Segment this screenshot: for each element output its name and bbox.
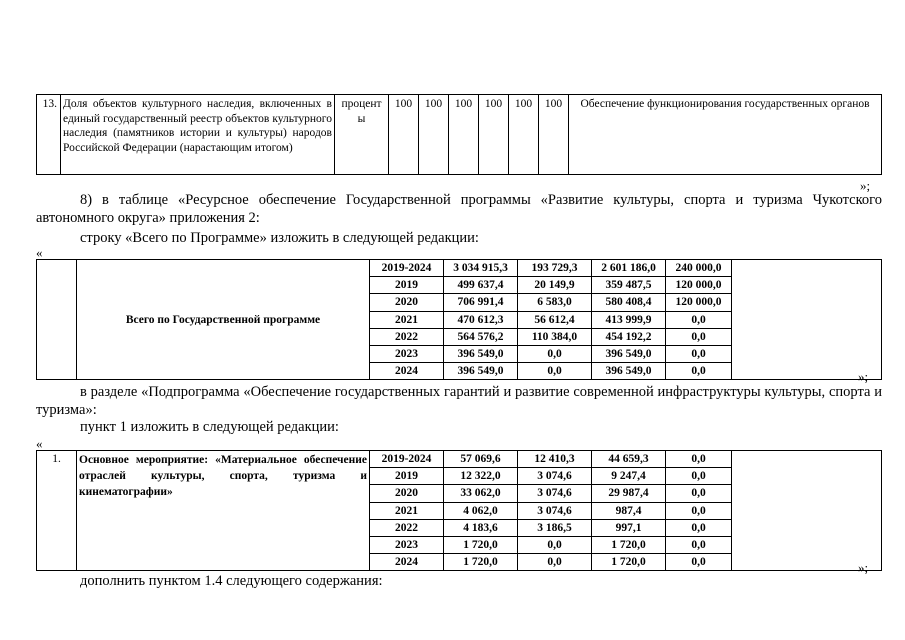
- amount-total: 396 549,0: [444, 363, 518, 380]
- year-cell: 2023: [370, 537, 444, 554]
- amount-federal: 2 601 186,0: [592, 260, 666, 277]
- amount-total: 499 637,4: [444, 277, 518, 294]
- indicator-value: 100: [449, 95, 479, 175]
- amount-district: 0,0: [518, 537, 592, 554]
- indicator-name: Доля объектов культурного наследия, включенных в единый государственный реестр объектов культурного наследия (памятников истории и культуры) народов Российской Федерации (нарастающим итогом): [61, 95, 335, 175]
- closing-quote: »;: [858, 560, 869, 575]
- amount-total: 33 062,0: [444, 485, 518, 502]
- paragraph-item-1: пункт 1 изложить в следующей редакции:: [80, 419, 339, 435]
- paragraph-total-row: строку «Всего по Программе» изложить в следующей редакции:: [80, 230, 479, 246]
- amount-federal: 9 247,4: [592, 468, 666, 485]
- main-event-table: [36, 450, 882, 571]
- row-label: Всего по Государственной программе: [77, 260, 370, 380]
- indicator-value: 100: [389, 95, 419, 175]
- amount-federal: 396 549,0: [592, 363, 666, 380]
- amount-federal: 1 720,0: [592, 554, 666, 571]
- row-number: 1.: [37, 451, 77, 571]
- amount-federal: 396 549,0: [592, 346, 666, 363]
- amount-total: 1 720,0: [444, 537, 518, 554]
- year-cell: 2024: [370, 363, 444, 380]
- amount-total: 1 720,0: [444, 554, 518, 571]
- year-cell: 2022: [370, 328, 444, 345]
- indicator-value: 100: [419, 95, 449, 175]
- paragraph-8: 8) в таблице «Ресурсное обеспечение Государственной программы «Развитие культуры, спорта и туризма Чукотского автономного округа» приложения 2:: [36, 192, 882, 226]
- year-cell: 2019: [370, 468, 444, 485]
- empty-cell: [732, 260, 882, 380]
- indicator-value: 100: [479, 95, 509, 175]
- amount-total: 706 991,4: [444, 294, 518, 311]
- amount-district: 6 583,0: [518, 294, 592, 311]
- year-row: [37, 260, 882, 277]
- amount-other: 240 000,0: [666, 260, 732, 277]
- amount-total: 4 183,6: [444, 519, 518, 536]
- amount-other: 120 000,0: [666, 277, 732, 294]
- amount-total: 57 069,6: [444, 451, 518, 468]
- amount-federal: 580 408,4: [592, 294, 666, 311]
- amount-other: 0,0: [666, 485, 732, 502]
- amount-total: 396 549,0: [444, 346, 518, 363]
- amount-total: 4 062,0: [444, 502, 518, 519]
- indicator-responsible: Обеспечение функционирования государственных органов: [569, 95, 882, 175]
- amount-other: 0,0: [666, 311, 732, 328]
- row-label: Основное мероприятие: «Материальное обеспечение отраслей культуры, спорта, туризма и кинематографии»: [77, 451, 370, 571]
- amount-federal: 997,1: [592, 519, 666, 536]
- indicator-row: [37, 95, 882, 175]
- amount-other: 0,0: [666, 502, 732, 519]
- paragraph-item-1-4: дополнить пунктом 1.4 следующего содержания:: [80, 573, 383, 589]
- year-row: [37, 451, 882, 468]
- indicator-number: 13.: [37, 95, 61, 175]
- amount-other: 0,0: [666, 451, 732, 468]
- row-number: [37, 260, 77, 380]
- closing-quote: »;: [860, 178, 871, 193]
- amount-district: 110 384,0: [518, 328, 592, 345]
- opening-quote: «: [36, 436, 43, 451]
- amount-other: 0,0: [666, 554, 732, 571]
- amount-federal: 987,4: [592, 502, 666, 519]
- amount-district: 3 186,5: [518, 519, 592, 536]
- indicator-value: 100: [509, 95, 539, 175]
- amount-district: 12 410,3: [518, 451, 592, 468]
- year-cell: 2019-2024: [370, 260, 444, 277]
- amount-other: 0,0: [666, 363, 732, 380]
- amount-district: 0,0: [518, 554, 592, 571]
- amount-federal: 44 659,3: [592, 451, 666, 468]
- amount-federal: 454 192,2: [592, 328, 666, 345]
- amount-other: 0,0: [666, 537, 732, 554]
- year-cell: 2019: [370, 277, 444, 294]
- amount-federal: 29 987,4: [592, 485, 666, 502]
- empty-cell: [732, 451, 882, 571]
- amount-total: 12 322,0: [444, 468, 518, 485]
- year-cell: 2020: [370, 294, 444, 311]
- year-cell: 2020: [370, 485, 444, 502]
- year-cell: 2021: [370, 311, 444, 328]
- year-cell: 2022: [370, 519, 444, 536]
- year-cell: 2019-2024: [370, 451, 444, 468]
- indicator-value: 100: [539, 95, 569, 175]
- amount-total: 3 034 915,3: [444, 260, 518, 277]
- amount-district: 20 149,9: [518, 277, 592, 294]
- amount-district: 3 074,6: [518, 502, 592, 519]
- year-cell: 2021: [370, 502, 444, 519]
- amount-other: 0,0: [666, 346, 732, 363]
- amount-district: 3 074,6: [518, 468, 592, 485]
- amount-district: 3 074,6: [518, 485, 592, 502]
- amount-other: 120 000,0: [666, 294, 732, 311]
- amount-district: 56 612,4: [518, 311, 592, 328]
- amount-district: 193 729,3: [518, 260, 592, 277]
- amount-district: 0,0: [518, 346, 592, 363]
- amount-other: 0,0: [666, 519, 732, 536]
- amount-federal: 1 720,0: [592, 537, 666, 554]
- amount-federal: 359 487,5: [592, 277, 666, 294]
- closing-quote: »;: [858, 369, 869, 384]
- amount-other: 0,0: [666, 328, 732, 345]
- amount-total: 564 576,2: [444, 328, 518, 345]
- program-total-table: [36, 259, 882, 380]
- paragraph-subprogram: в разделе «Подпрограмма «Обеспечение государственных гарантий и развитие современной инфраструктуры культуры, спорта и туризма»:: [36, 384, 882, 418]
- amount-other: 0,0: [666, 468, 732, 485]
- amount-federal: 413 999,9: [592, 311, 666, 328]
- indicator-table: [36, 94, 882, 175]
- year-cell: 2024: [370, 554, 444, 571]
- amount-total: 470 612,3: [444, 311, 518, 328]
- year-cell: 2023: [370, 346, 444, 363]
- indicator-unit: процент ы: [335, 95, 389, 175]
- opening-quote: «: [36, 245, 43, 260]
- amount-district: 0,0: [518, 363, 592, 380]
